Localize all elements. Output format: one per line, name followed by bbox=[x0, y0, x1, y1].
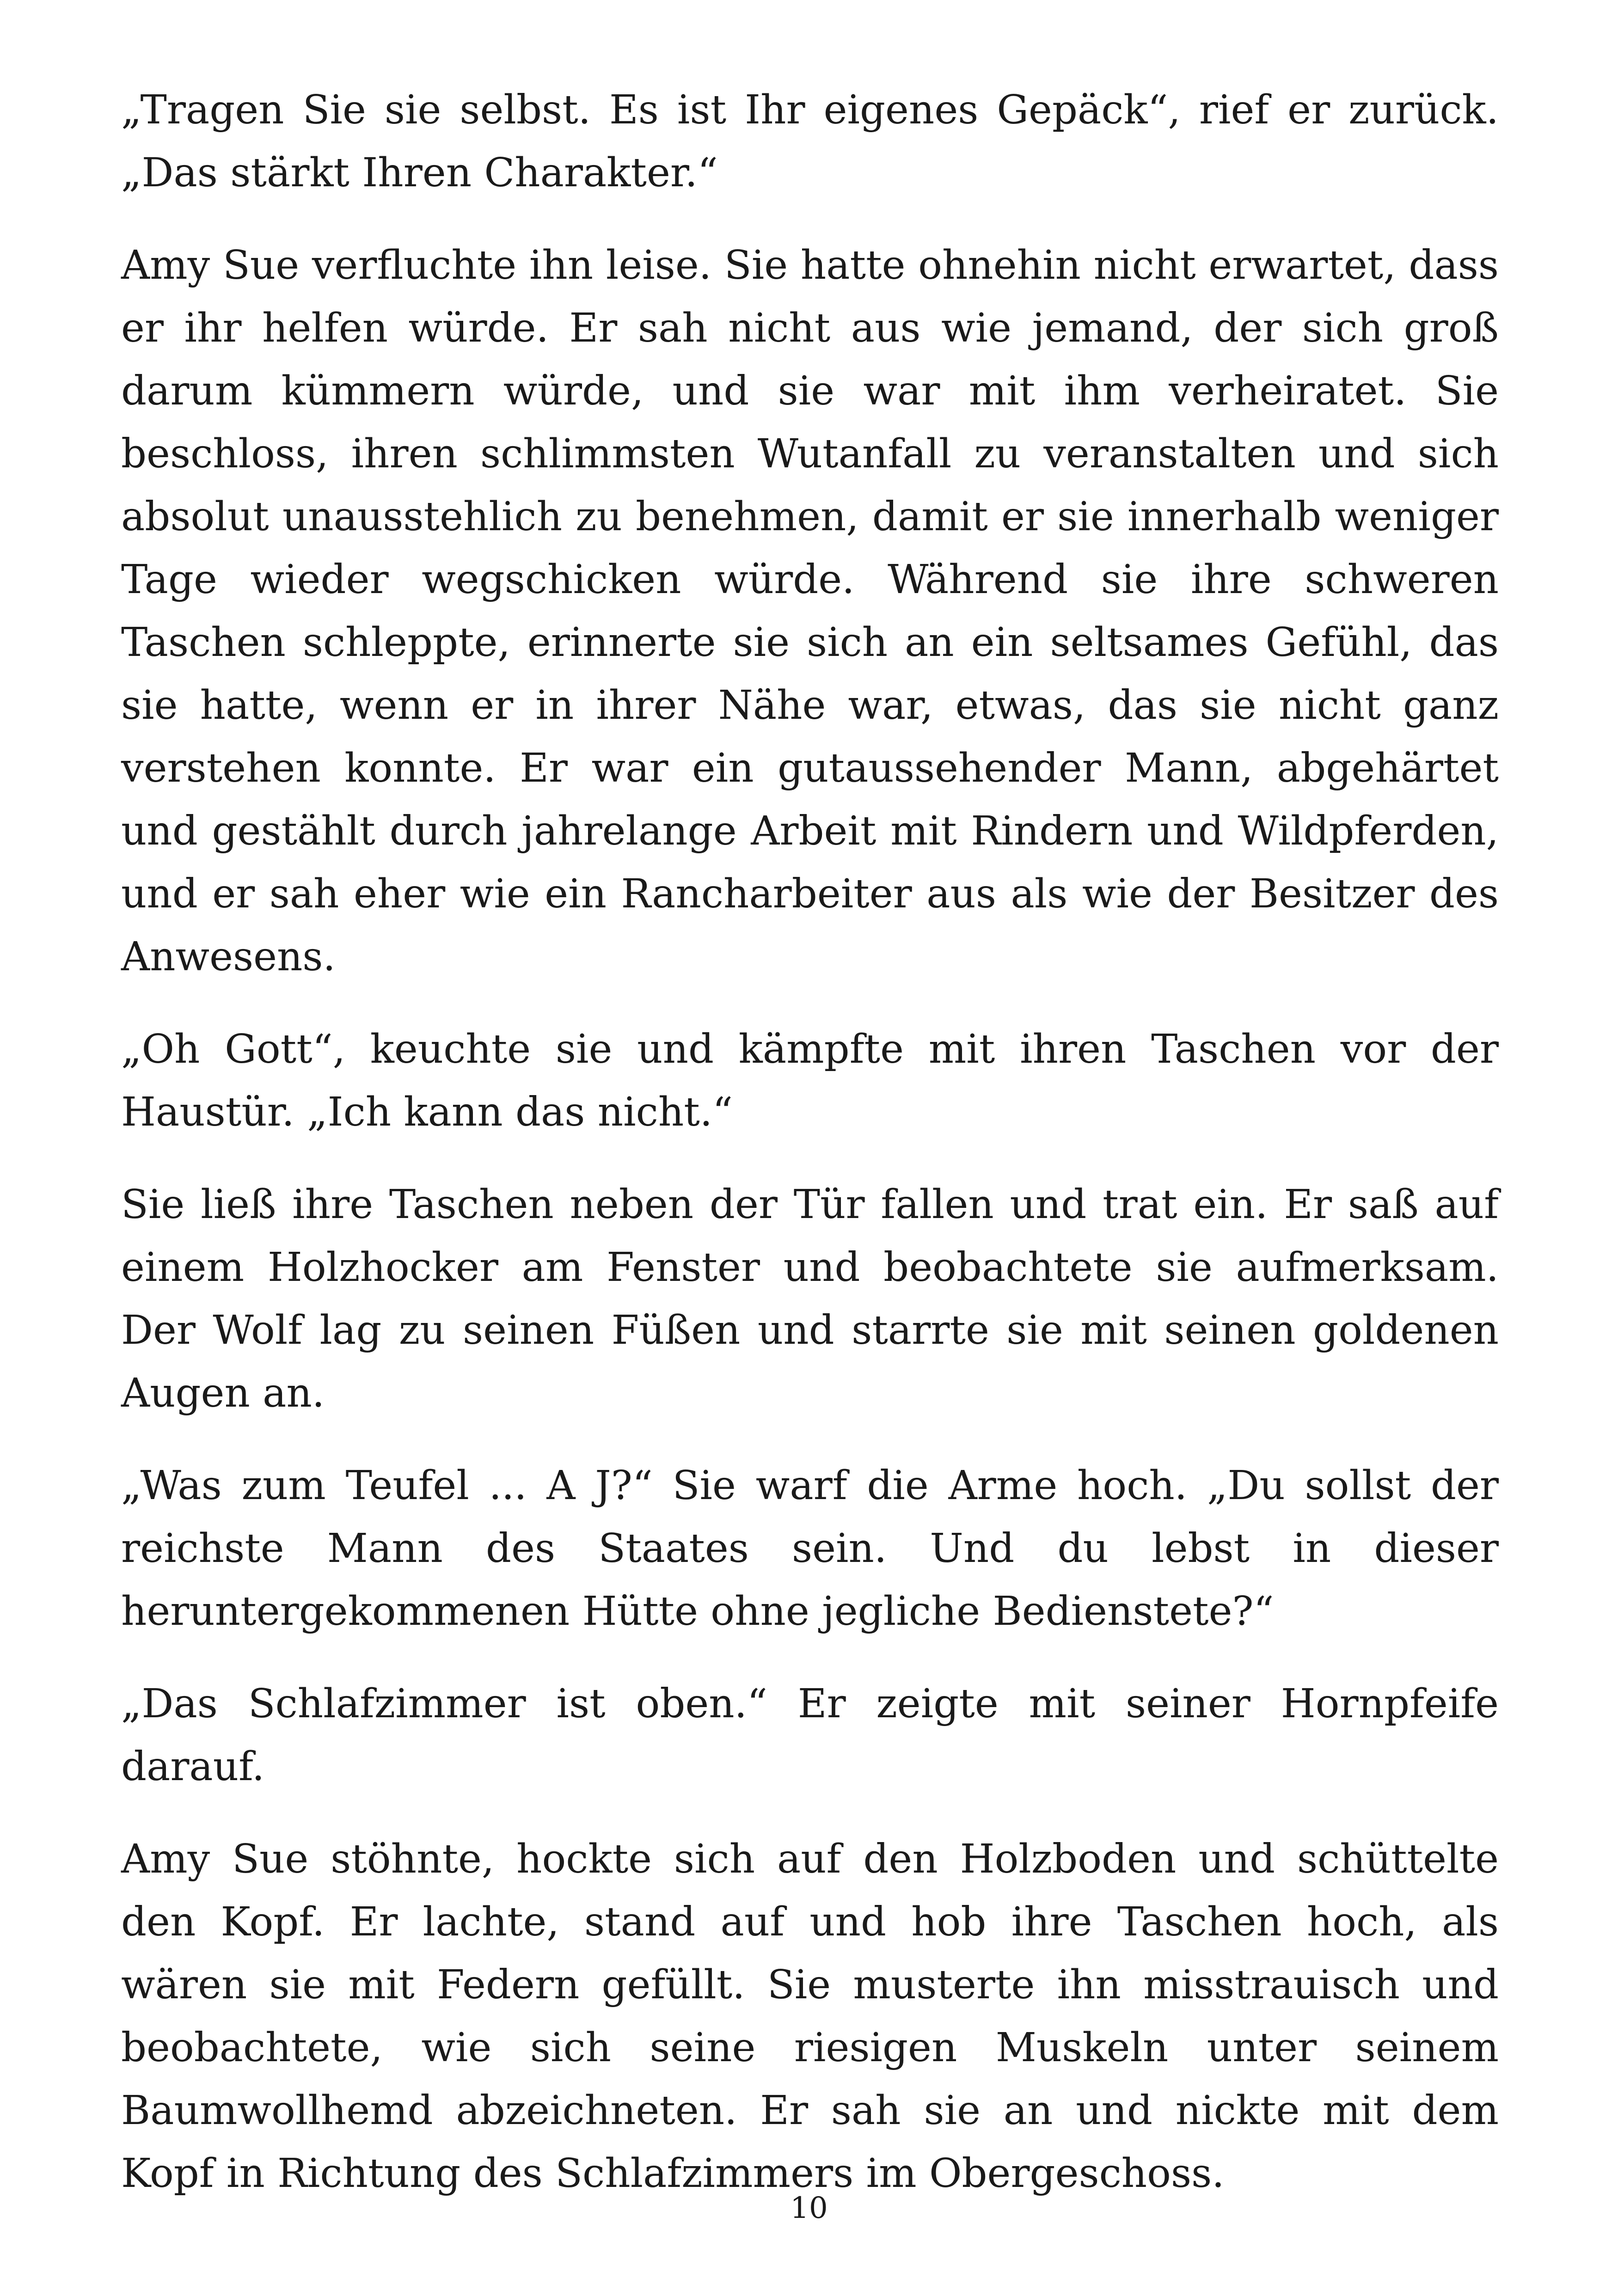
paragraph-3: „Oh Gott“, keuchte sie und kämpfte mit ihren Taschen vor der Haustür. „Ich kann das nicht.“ bbox=[121, 1026, 1499, 1135]
paragraph-5: „Was zum Teufel ... A J?“ Sie warf die Arme hoch. „Du sollst der reichste Mann des Staates sein. Und du lebst in dieser heruntergekommenen Hütte ohne jegliche Bedienstete?“ bbox=[121, 1463, 1499, 1635]
paragraph-4: Sie ließ ihre Taschen neben der Tür fallen und trat ein. Er saß auf einem Holzhocker am Fenster und beobachtete sie aufmerksam. Der Wolf lag zu seinen Füßen und starrte sie mit seinen goldenen Augen an. bbox=[121, 1182, 1499, 1416]
paragraph-1: „Tragen Sie sie selbst. Es ist Ihr eigenes Gepäck“, rief er zurück. „Das stärkt Ihren Charakter.“ bbox=[121, 87, 1499, 196]
page-number: 10 bbox=[790, 2191, 828, 2225]
paragraph-2: Amy Sue verfluchte ihn leise. Sie hatte ohnehin nicht erwartet, dass er ihr helfen würde. Er sah nicht aus wie jemand, der sich groß darum kümmern würde, und sie war mit ihm verheiratet. Sie beschloss, ihren schlimmsten Wutanfall zu veranstalten und sich absolut unausstehlich zu benehmen, damit er sie innerhalb weniger Tage wieder wegschicken würde. Während sie ihre schweren Taschen schleppte, erinnerte sie sich an ein seltsames Gefühl, das sie hatte, wenn er in ihrer Nähe war, etwas, das sie nicht ganz verstehen konnte. Er war ein gutaussehender Mann, abgehärtet und gestählt durch jahrelange Arbeit mit Rindern und Wildpferden, und er sah eher wie ein Rancharbeiter aus als wie der Besitzer des Anwesens. bbox=[121, 242, 1499, 980]
paragraph-6: „Das Schlafzimmer ist oben.“ Er zeigte mit seiner Hornpfeife darauf. bbox=[121, 1681, 1499, 1790]
paragraph-7: Amy Sue stöhnte, hockte sich auf den Holzboden und schüttelte den Kopf. Er lachte, stand auf und hob ihre Taschen hoch, als wären sie mit Federn gefüllt. Sie musterte ihn misstrauisch und beobachtete, wie sich seine riesigen Muskeln unter seinem Baumwollhemd abzeichneten. Er sah sie an und nickte mit dem Kopf in Richtung des Schlafzimmers im Obergeschoss. bbox=[121, 1836, 1499, 2197]
body-text bbox=[121, 79, 1499, 2235]
